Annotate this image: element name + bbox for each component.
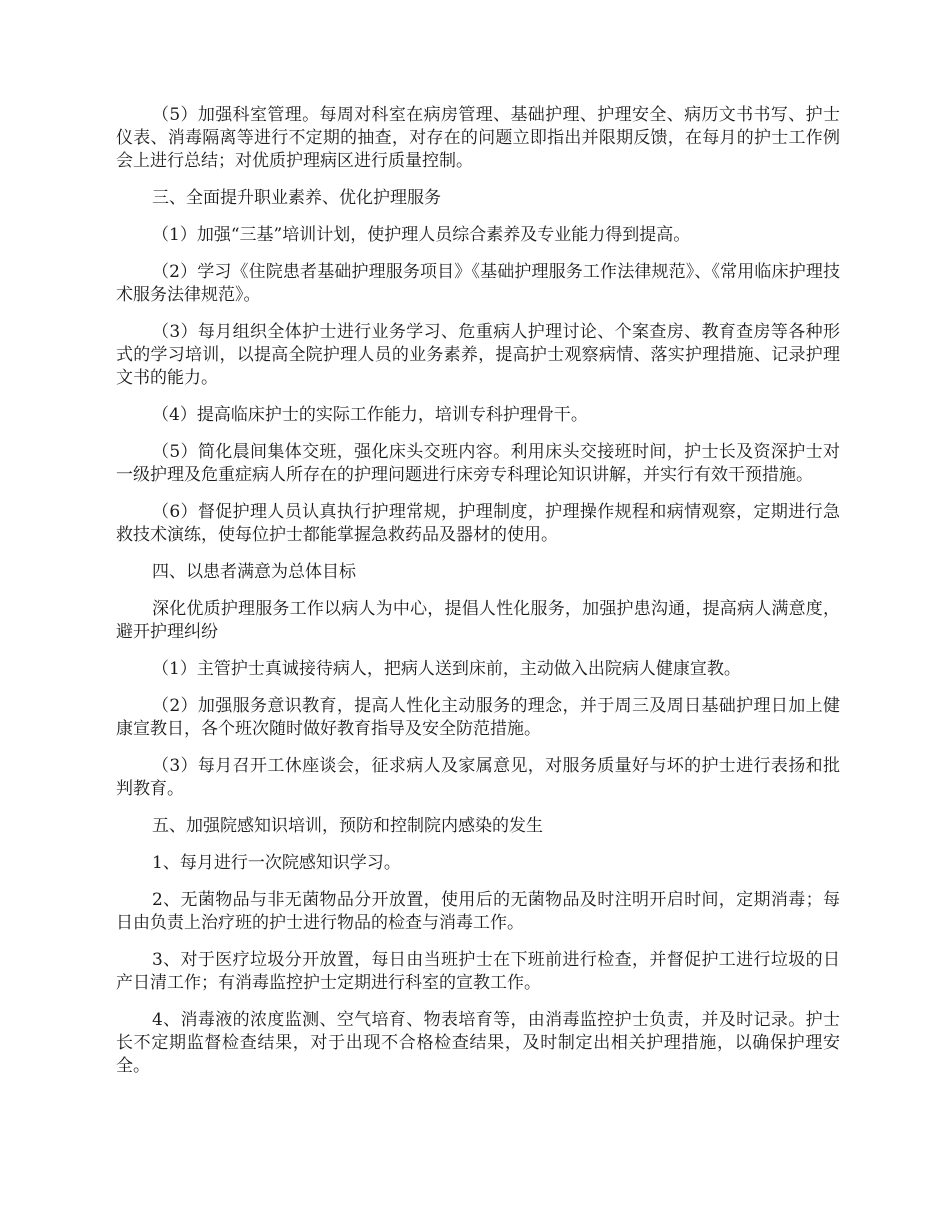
paragraph-study-standards: （2）学习《住院患者基础护理服务项目》《基础护理服务工作法律规范》、《常用临床护理技术服务法律规范》。 [116, 262, 840, 305]
paragraph-clinical-ability: （4）提高临床护士的实际工作能力，培训专科护理骨干。 [152, 405, 588, 425]
document-body [116, 104, 840, 1092]
section-heading-professional-quality: 三、全面提升职业素养、优化护理服务 [152, 188, 441, 208]
paragraph-three-basics-training: （1）加强“三基”培训计划，使护理人员综合素养及专业能力得到提高。 [152, 225, 691, 245]
section-heading-patient-satisfaction: 四、以患者满意为总体目标 [152, 562, 356, 582]
paragraph-bedside-handover: （5）简化晨间集体交班，强化床头交班内容。利用床头交接班时间，护士长及资深护士对一级护理及危重症病人所存在的护理问题进行床旁专科理论知识讲解，并实行有效干预措施。 [116, 442, 840, 485]
paragraph-feedback-meeting: （3）每月召开工休座谈会，征求病人及家属意见，对服务质量好与坏的护士进行表扬和批判教育。 [116, 756, 840, 799]
paragraph-service-awareness: （2）加强服务意识教育，提高人性化主动服务的理念，并于周三及周日基础护理日加上健康宣教日，各个班次随时做好教育指导及安全防范措施。 [116, 696, 840, 739]
paragraph-medical-waste: 3、对于医疗垃圾分开放置，每日由当班护士在下班前进行检查，并督促护工进行垃圾的日产日清工作；有消毒监控护士定期进行科室的宣教工作。 [116, 950, 840, 993]
paragraph-ward-management: （5）加强科室管理。每周对科室在病房管理、基础护理、护理安全、病历文书书写、护士仪表、消毒隔离等进行不定期的抽查，对存在的问题立即指出并限期反馈，在每月的护士工作例会上进行总结；对优质护理病区进行质量控制。 [116, 105, 840, 171]
paragraph-sterile-items: 2、无菌物品与非无菌物品分开放置，使用后的无菌物品及时注明开启时间，定期消毒；每日由负责上治疗班的护士进行物品的检查与消毒工作。 [116, 890, 840, 933]
section-heading-infection-control: 五、加强院感知识培训，预防和控制院内感染的发生 [152, 816, 543, 836]
paragraph-reception: （1）主管护士真诚接待病人，把病人送到床前，主动做入出院病人健康宣教。 [152, 659, 741, 679]
paragraph-monthly-learning: （3）每月组织全体护士进行业务学习、危重病人护理讨论、个案查房、教育查房等各种形式的学习培训，以提高全院护理人员的业务素养，提高护士观察病情、落实护理措施、记录护理文书的能力。 [116, 322, 840, 388]
paragraph-nursing-routine: （6）督促护理人员认真执行护理常规，护理制度，护理操作规程和病情观察，定期进行急救技术演练，使每位护士都能掌握急救药品及器材的使用。 [116, 502, 840, 545]
paragraph-disinfection-monitoring: 4、消毒液的浓度监测、空气培育、物表培育等，由消毒监控护士负责，并及时记录。护士长不定期监督检查结果，对于出现不合格检查结果，及时制定出相关护理措施，以确保护理安全。 [116, 1010, 840, 1076]
paragraph-monthly-infection-study: 1、每月进行一次院感知识学习。 [152, 853, 401, 873]
paragraph-patient-centered: 深化优质护理服务工作以病人为中心，提倡人性化服务，加强护患沟通，提高病人满意度，避开护理纠纷 [116, 599, 840, 642]
